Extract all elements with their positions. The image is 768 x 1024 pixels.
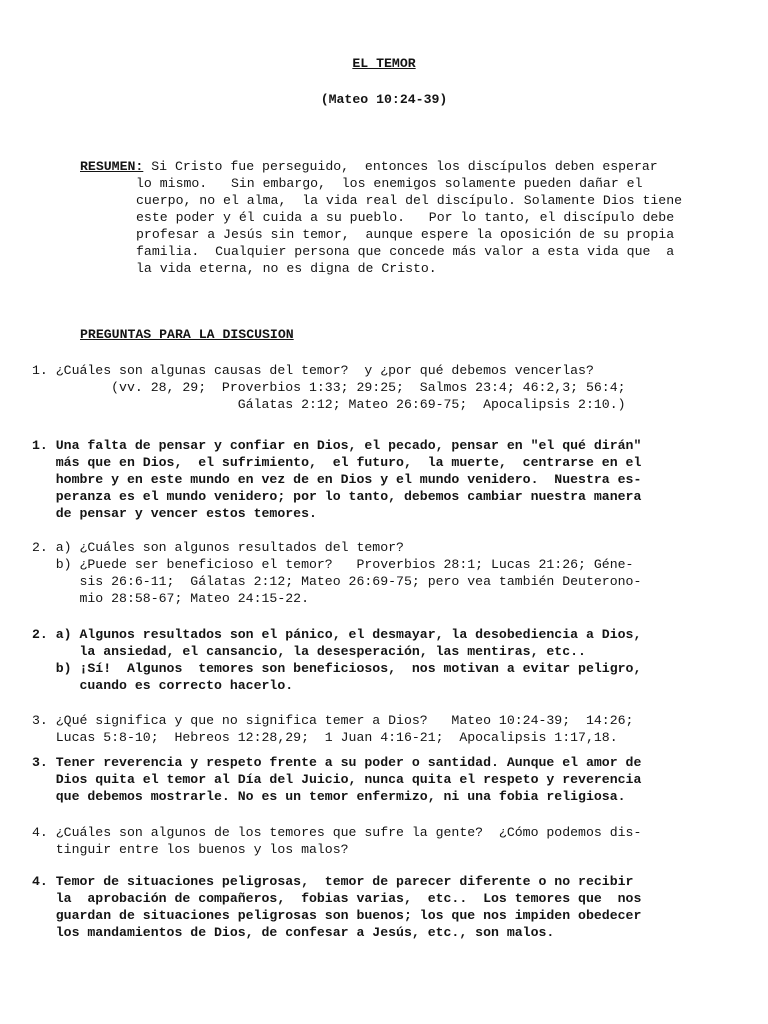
summary-block	[80, 158, 682, 277]
scripture-reference: (Mateo 10:24-39)	[320, 92, 448, 107]
summary-line: familia. Cualquier persona que concede más valor a esta vida que a	[136, 244, 675, 259]
answer-line: que debemos mostrarle. No es un temor enfermizo, ni una fobia religiosa.	[32, 789, 626, 804]
question-4	[32, 824, 641, 858]
summary-line: RESUMEN: Si Cristo fue perseguido, entonces los discípulos deben esperar	[80, 159, 658, 174]
answer-3	[32, 754, 641, 805]
summary-line: lo mismo. Sin embargo, los enemigos solamente pueden dañar el	[136, 176, 643, 191]
answer-4	[32, 873, 641, 941]
answer-line: guardan de situaciones peligrosas son buenos; los que nos impiden obedecer	[32, 908, 642, 923]
document-title: EL TEMOR	[352, 56, 416, 71]
question-line: mio 28:58-67; Mateo 24:15-22.	[32, 591, 309, 606]
answer-line: b) ¡Sí! Algunos temores son beneficiosos, nos motivan a evitar peligro,	[32, 661, 642, 676]
answer-line: hombre y en este mundo en vez de en Dios y el mundo venidero. Nuestra es-	[32, 472, 642, 487]
question-line: Gálatas 2:12; Mateo 26:69-75; Apocalipsis 2:10.)	[32, 397, 626, 412]
question-line: 4. ¿Cuáles son algunos de los temores que sufre la gente? ¿Cómo podemos dis-	[32, 825, 642, 840]
answer-line: 3. Tener reverencia y respeto frente a su poder o santidad. Aunque el amor de	[32, 755, 642, 770]
question-line: 2. a) ¿Cuáles son algunos resultados del temor?	[32, 540, 404, 555]
question-3	[32, 712, 633, 746]
section-heading: PREGUNTAS PARA LA DISCUSION	[80, 327, 294, 342]
summary-line: profesar a Jesús sin temor, aunque espere la oposición de su propia	[136, 227, 675, 242]
question-line: tinguir entre los buenos y los malos?	[32, 842, 349, 857]
answer-line: 2. a) Algunos resultados son el pánico, el desmayar, la desobediencia a Dios,	[32, 627, 642, 642]
summary-line: la vida eterna, no es digna de Cristo.	[136, 261, 437, 276]
answer-line: cuando es correcto hacerlo.	[32, 678, 294, 693]
summary-label: RESUMEN:	[80, 159, 144, 174]
question-line: 1. ¿Cuáles son algunas causas del temor? y ¿por qué debemos vencerlas?	[32, 363, 594, 378]
summary-line: este poder y él cuida a su pueblo. Por lo tanto, el discípulo debe	[136, 210, 675, 225]
question-2	[32, 539, 641, 607]
answer-line: Dios quita el temor al Día del Juicio, nunca quita el respeto y reverencia	[32, 772, 642, 787]
answer-line: la ansiedad, el cansancio, la desesperación, las mentiras, etc..	[32, 644, 586, 659]
question-1	[32, 362, 626, 413]
answer-line: la aprobación de compañeros, fobias varias, etc.. Los temores que nos	[32, 891, 642, 906]
answer-line: 4. Temor de situaciones peligrosas, temor de parecer diferente o no recibir	[32, 874, 634, 889]
question-line: Lucas 5:8-10; Hebreos 12:28,29; 1 Juan 4:16-21; Apocalipsis 1:17,18.	[32, 730, 618, 745]
answer-line: más que en Dios, el sufrimiento, el futuro, la muerte, centrarse en el	[32, 455, 642, 470]
answer-line: peranza es el mundo venidero; por lo tanto, debemos cambiar nuestra manera	[32, 489, 642, 504]
summary-line: cuerpo, no el alma, la vida real del discípulo. Solamente Dios tiene	[136, 193, 683, 208]
answer-line: de pensar y vencer estos temores.	[32, 506, 317, 521]
answer-2	[32, 626, 641, 694]
question-line: sis 26:6-11; Gálatas 2:12; Mateo 26:69-75; pero vea también Deuterono-	[32, 574, 642, 589]
question-line: (vv. 28, 29; Proverbios 1:33; 29:25; Salmos 23:4; 46:2,3; 56:4;	[32, 380, 626, 395]
question-line: 3. ¿Qué significa y que no significa temer a Dios? Mateo 10:24-39; 14:26;	[32, 713, 634, 728]
answer-line: los mandamientos de Dios, de confesar a Jesús, etc., son malos.	[32, 925, 555, 940]
answer-1	[32, 437, 641, 522]
question-line: b) ¿Puede ser beneficioso el temor? Proverbios 28:1; Lucas 21:26; Géne-	[32, 557, 634, 572]
answer-line: 1. Una falta de pensar y confiar en Dios, el pecado, pensar en "el qué dirán"	[32, 438, 642, 453]
